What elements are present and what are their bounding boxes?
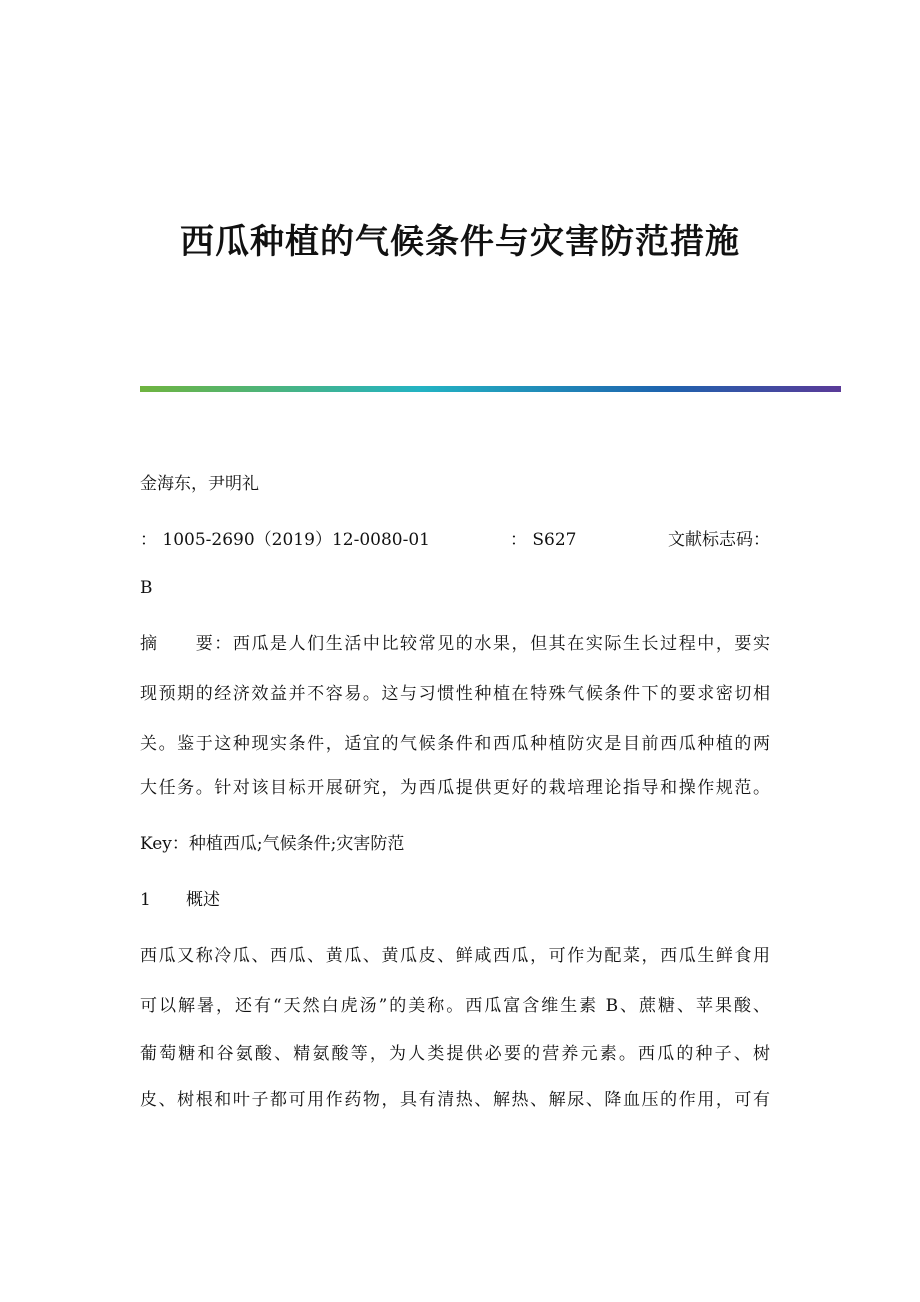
page-title: 西瓜种植的气候条件与灾害防范措施 [180,222,740,262]
body-line: 皮、树根和叶子都可用作药物，具有清热、解热、解尿、降血压的作用，可有 [140,1090,770,1110]
abstract-line: 摘 要：西瓜是人们生活中比较常见的水果，但其在实际生长过程中，要实 [140,634,770,654]
abstract-line: 大任务。针对该目标开展研究，为西瓜提供更好的栽培理论指导和操作规范。 [140,778,770,798]
abstract-line: 现预期的经济效益并不容易。这与习惯性种植在特殊气候条件下的要求密切相 [140,684,770,704]
authors: 金海东，尹明礼 [140,474,259,494]
section-heading [140,890,220,910]
section-title: 概述 [186,890,220,910]
classification-code: ： S627 [510,530,577,550]
issn-code: ： 1005-2690（2019）12-0080-01 [140,530,430,550]
document-code-label: 文献标志码： [668,530,770,550]
keywords: Key：种植西瓜;气候条件;灾害防范 [140,834,405,854]
body-line: 西瓜又称冷瓜、西瓜、黄瓜、黄瓜皮、鲜咸西瓜，可作为配菜，西瓜生鲜食用 [140,946,770,966]
section-number: 1 [140,890,151,910]
title-divider-bar [140,386,841,392]
document-code-value: B [140,578,153,598]
abstract-line: 关。鉴于这种现实条件，适宜的气候条件和西瓜种植防灾是目前西瓜种植的两 [140,734,770,754]
body-line: 葡萄糖和谷氨酸、精氨酸等，为人类提供必要的营养元素。西瓜的种子、树 [140,1044,770,1064]
body-line: 可以解暑，还有“天然白虎汤”的美称。西瓜富含维生素 B、蔗糖、苹果酸、 [140,996,770,1016]
